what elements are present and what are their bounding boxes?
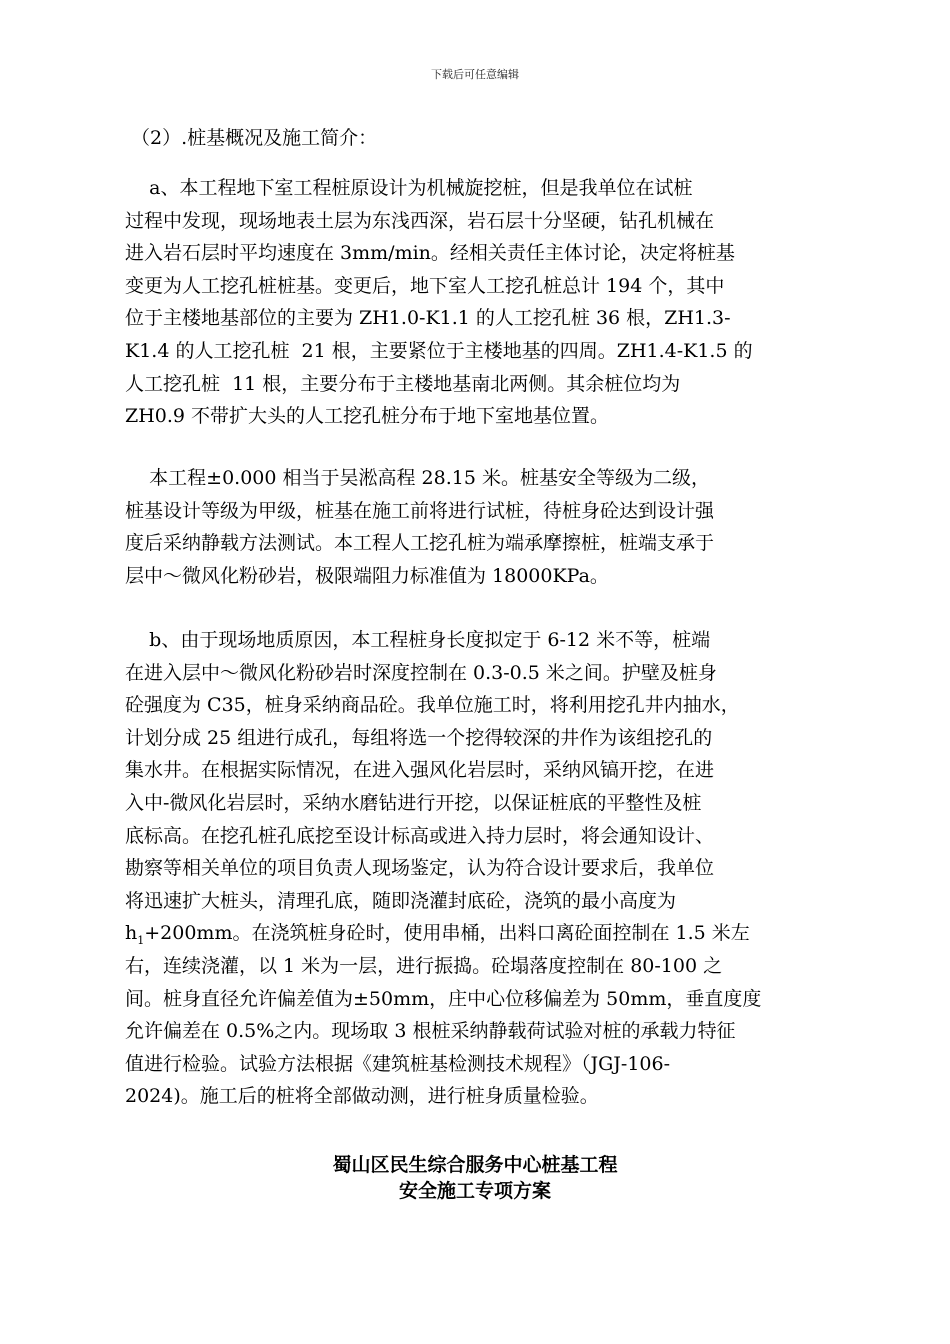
page-header: 下载后可任意编辑 [431, 68, 519, 81]
text-line: 过程中发现，现场地表土层为东浅西深，岩石层十分坚硬，钻孔机械在 [125, 209, 715, 232]
text-line: 将迅速扩大桩头，清理孔底，随即浇灌封底砼，浇筑的最小高度为 [125, 889, 677, 912]
text-line: b、由于现场地质原因，本工程桩身长度拟定于 6-12 米不等，桩端 [125, 629, 711, 651]
text-line: 入中-微风化岩层时，采纳水磨钻进行开挖，以保证桩底的平整性及桩 [125, 791, 702, 814]
text-line: 变更为人工挖孔桩桩基。变更后，地下室人工挖孔桩总计 194 个，其中 [125, 274, 725, 297]
paragraph-elevation [125, 462, 825, 592]
h1-symbol: h [125, 922, 138, 945]
text-line: 本工程±0.000 相当于吴淞高程 28.15 米。桩基安全等级为二级， [125, 467, 710, 489]
text-line-h1 [125, 917, 825, 950]
text-line: K1.4 的人工挖孔桩 21 根，主要紧位于主楼地基的四周。ZH1.4-K1.5 的 [125, 339, 753, 362]
text-line: 人工挖孔桩 11 根，主要分布于主楼地基南北两侧。其余桩位均为 [125, 372, 681, 395]
text-line: 底标高。在挖孔桩孔底挖至设计标高或进入持力层时，将会通知设计、 [125, 824, 715, 847]
text-line: a、本工程地下室工程桩原设计为机械旋挖桩，但是我单位在试桩 [125, 177, 693, 199]
text-line: 计划分成 25 组进行成孔，每组将选一个挖得较深的井作为该组挖孔的 [125, 726, 713, 749]
closing-title-line-1: 蜀山区民生综合服务中心桩基工程 [332, 1154, 618, 1176]
h1-rest-text: +200mm。在浇筑桩身砼时，使用串桶，出料口离砼面控制在 1.5 米左 [144, 922, 750, 945]
paragraph-a [125, 172, 825, 433]
text-line: 值进行检验。试验方法根据《建筑桩基检测技术规程》（JGJ-106- [125, 1052, 671, 1075]
text-line: 在进入层中～微风化粉砂岩时深度控制在 0.3-0.5 米之间。护壁及桩身 [125, 661, 717, 684]
closing-title-line-2: 安全施工专项方案 [398, 1180, 551, 1202]
text-line: 勘察等相关单位的项目负责人现场鉴定，认为符合设计要求后，我单位 [125, 857, 715, 880]
text-line: 砼强度为 C35，桩身采纳商品砼。我单位施工时，将利用挖孔井内抽水， [125, 694, 740, 717]
text-line: 度后采纳静载方法测试。本工程人工挖孔桩为端承摩擦桩，桩端支承于 [125, 532, 715, 555]
text-line: 集水井。在根据实际情况，在进入强风化岩层时，采纳风镐开挖，在进 [125, 759, 715, 782]
text-line: 进入岩石层时平均速度在 3mm/min。经相关责任主体讨论，决定将桩基 [125, 242, 735, 265]
section-title: （2）.桩基概况及施工简介： [131, 127, 378, 149]
h1-subscript: 1 [137, 934, 145, 948]
text-line: 允许偏差在 0.5%之内。现场取 3 根桩采纳静载荷试验对桩的承载力特征 [125, 1020, 736, 1043]
text-line: 2024)。施工后的桩将全部做动测，进行桩身质量检验。 [125, 1085, 599, 1108]
text-line: 层中～微风化粉砂岩，极限端阻力标准值为 18000KPa。 [125, 564, 609, 587]
text-line: 位于主楼地基部位的主要为 ZH1.0-K1.1 的人工挖孔桩 36 根，ZH1.3- [125, 307, 731, 330]
text-line: 右，连续浇灌，以 1 米为一层，进行振捣。砼塌落度控制在 80-100 之 [125, 954, 723, 977]
text-line: 间。桩身直径允许偏差值为±50mm，庄中心位移偏差为 50mm，垂直度度 [125, 987, 762, 1010]
text-line: ZH0.9 不带扩大头的人工挖孔桩分布于地下室地基位置。 [125, 405, 610, 428]
paragraph-b [125, 624, 825, 1113]
text-line: 桩基设计等级为甲级，桩基在施工前将进行试桩，待桩身砼达到设计强 [125, 499, 715, 522]
